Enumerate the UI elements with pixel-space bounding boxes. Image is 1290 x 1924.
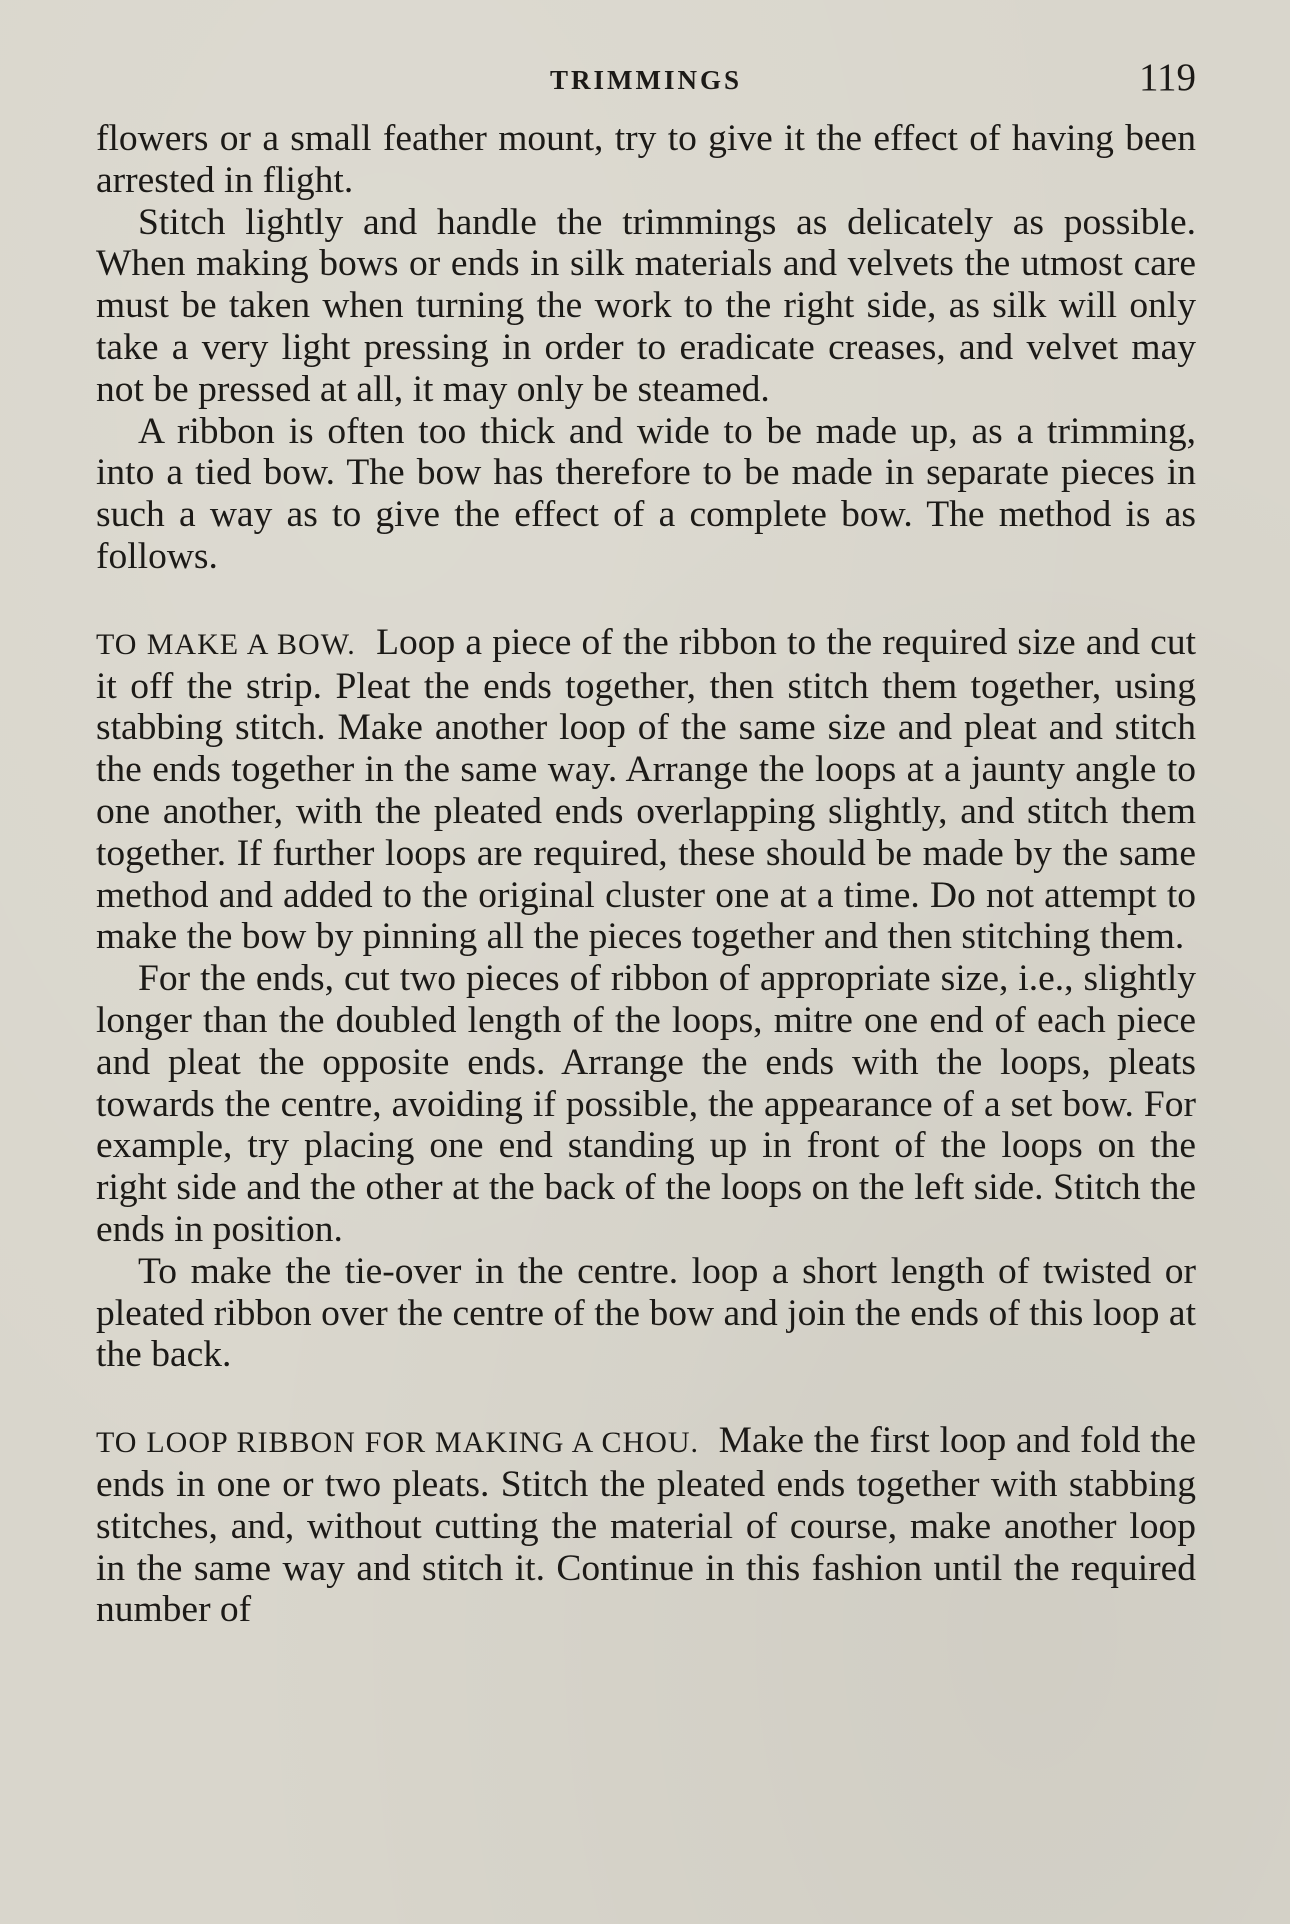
page-number: 119 bbox=[1138, 56, 1196, 99]
paragraph-tie-over: To make the tie-over in the centre. loop a short length of twisted or pleated ribbon over the centre of the bow and join the ends of this loop at the back. bbox=[96, 1250, 1196, 1376]
section-text-loop-ribbon: Make the first loop and fold the ends in one or two pleats. Stitch the pleated ends together with stabbing stitches, and, without cutting the material of course, make another loop in the same way and stitch it. Continue in this fashion until the required number of bbox=[96, 1420, 1196, 1631]
paragraph-stitch-lightly: Stitch lightly and handle the trimmings as delicately as possible. When making bows or ends in silk materials and velvets the utmost care must be taken when turning the work to the right side, as silk will only take a very light pressing in order to eradicate creases, and velvet may not be pressed at all, it may only be steamed. bbox=[96, 201, 1196, 410]
paragraph-ends: For the ends, cut two pieces of ribbon of appropriate size, i.e., slightly longer than the doubled length of the loops, mitre one end of each piece and pleat the opposite ends. Arrange the ends with the loops, pleats towards the centre, avoiding if possible, the appearance of a set bow. For example, try placing one end standing up in front of the loops on the right side and the other at the back of the loops on the left side. Stitch the ends in position. bbox=[96, 958, 1196, 1250]
section-loop-ribbon-chou bbox=[96, 1420, 1196, 1631]
body-text bbox=[96, 118, 1196, 1631]
paragraph-continuation: flowers or a small feather mount, try to give it the effect of having been arrested in flight. bbox=[96, 118, 1196, 201]
running-title: TRIMMINGS bbox=[549, 65, 742, 95]
running-head bbox=[96, 55, 1196, 99]
section-text-make-a-bow: Loop a piece of the ribbon to the required size and cut it off the strip. Pleat the ends together, then stitch them together, using stabbing stitch. Make another loop of the same size and pleat and stitch the ends together in the same way. Arrange the loops at a jaunty angle to one another, with the pleated ends overlapping slightly, and stitch them together. If further loops are required, these should be made by the same method and added to the original cluster one at a time. Do not attempt to make the bow by pinning all the pieces together and then stitching them. bbox=[96, 621, 1196, 958]
section-make-a-bow bbox=[96, 622, 1196, 958]
paragraph-ribbon-thick: A ribbon is often too thick and wide to be made up, as a trimming, into a tied bow. The bow has therefore to be made in separate pieces in such a way as to give the effect of a complete bow. The method is as follows. bbox=[96, 410, 1196, 577]
section-heading-loop-ribbon: TO LOOP RIBBON FOR MAKING A CHOU. bbox=[96, 1426, 700, 1460]
section-heading-make-a-bow: TO MAKE A BOW. bbox=[96, 627, 356, 661]
